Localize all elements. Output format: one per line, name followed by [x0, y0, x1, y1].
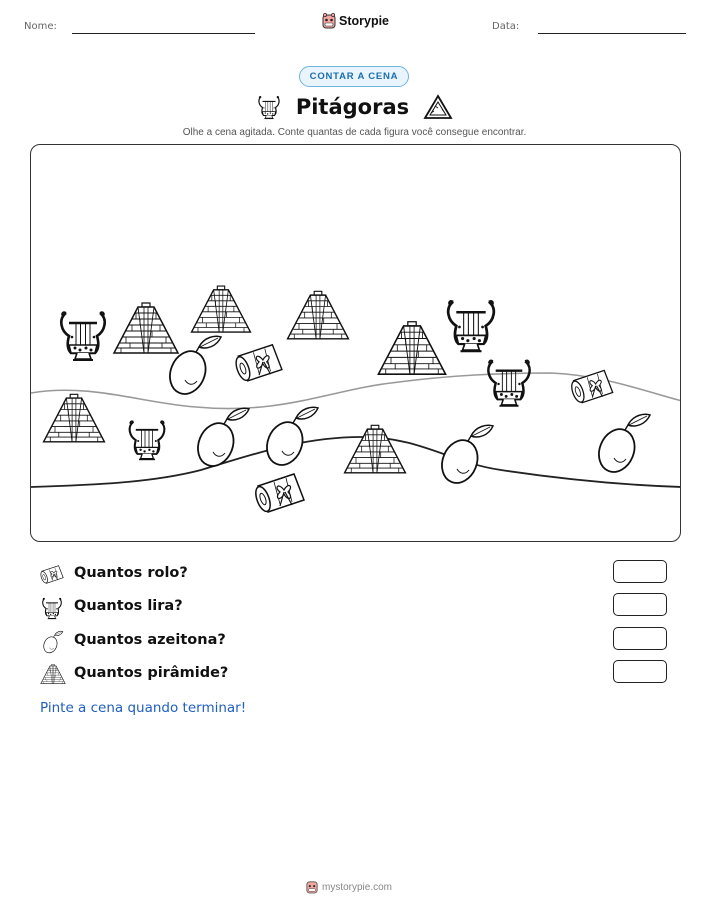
- title-row: [0, 92, 709, 122]
- date-field[interactable]: [538, 33, 686, 34]
- storypie-mascot-icon: [322, 13, 336, 29]
- question-label: Quantos lira?: [74, 598, 183, 614]
- question-label: Quantos azeitona?: [74, 632, 226, 648]
- storypie-mascot-icon: [306, 880, 318, 894]
- answer-box-pyramid[interactable]: [613, 660, 667, 683]
- lyre-icon: [488, 361, 529, 406]
- counting-scene: [30, 144, 681, 542]
- olive-icon: [40, 630, 64, 654]
- instructions-subtitle: Olhe a cena agitada. Conte quantas de cada figura você consegue encontrar.: [182, 127, 527, 138]
- storypie-logo: [322, 13, 389, 29]
- question-label: Quantos pirâmide?: [74, 665, 229, 681]
- question-label: Quantos rolo?: [74, 565, 188, 581]
- scroll-icon: [233, 345, 282, 382]
- brand-name: Storypie: [339, 14, 390, 28]
- olive-icon: [593, 414, 650, 477]
- lyre-icon: [448, 301, 494, 351]
- triangle-icon: [423, 93, 453, 121]
- lyre-icon: [130, 421, 165, 459]
- olive-icon: [261, 407, 318, 470]
- pyramid-icon: [114, 303, 178, 353]
- pyramid-icon: [44, 394, 105, 442]
- question-row-pyramid: [40, 662, 672, 688]
- answer-box-scroll[interactable]: [613, 560, 667, 583]
- lyre-icon: [61, 312, 104, 360]
- activity-badge: CONTAR A CENA: [299, 66, 409, 87]
- lyre-icon: [256, 92, 282, 122]
- name-field[interactable]: [72, 33, 255, 34]
- question-row-olive: [40, 629, 672, 655]
- footer: [306, 880, 392, 894]
- answer-box-olive[interactable]: [613, 627, 667, 650]
- pyramid-icon: [378, 322, 445, 375]
- answer-box-lyre[interactable]: [613, 593, 667, 616]
- pyramid-icon: [192, 286, 251, 332]
- scroll-icon: [40, 563, 66, 585]
- footer-url: mystorypie.com: [322, 881, 393, 893]
- question-row-scroll: [40, 562, 672, 588]
- pyramid-icon: [288, 291, 349, 339]
- name-label: Nome:: [24, 21, 57, 32]
- pyramid-icon: [40, 663, 66, 685]
- olive-icon: [192, 408, 249, 471]
- scroll-icon: [253, 474, 304, 513]
- question-row-lyre: [40, 595, 672, 621]
- scene-illustration: [31, 145, 681, 542]
- date-label: Data:: [492, 21, 520, 32]
- page-title: Pitágoras: [295, 95, 410, 119]
- color-instruction: Pinte a cena quando terminar!: [40, 700, 247, 716]
- olive-icon: [436, 425, 493, 488]
- lyre-icon: [40, 596, 64, 620]
- pyramid-icon: [345, 425, 406, 473]
